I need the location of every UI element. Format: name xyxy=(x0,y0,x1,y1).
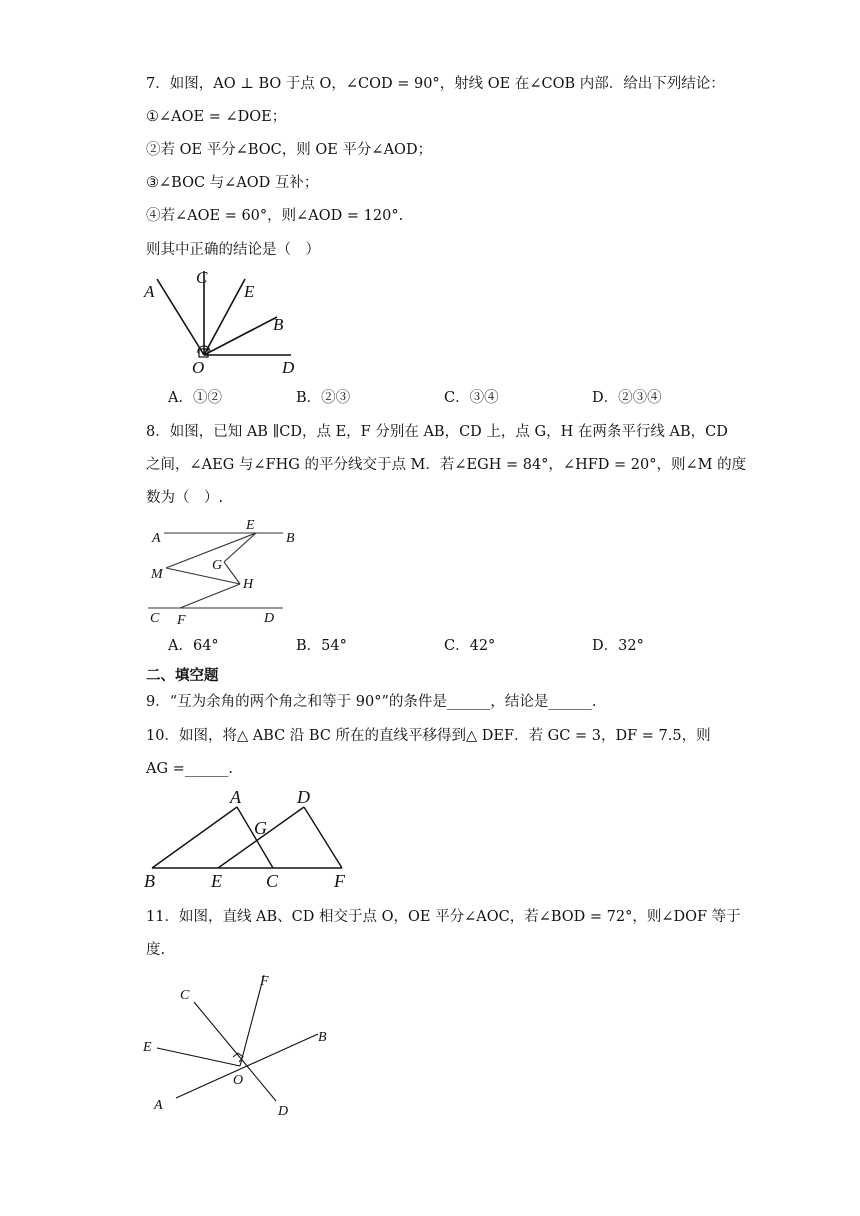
q8-option-c[interactable]: C．42° xyxy=(444,638,496,654)
q8-label-G: G xyxy=(212,558,223,573)
q7-option-b[interactable]: B．②③ xyxy=(296,390,351,406)
q11-line-1: 11．如图，直线 AB、CD 相交于点 O，OE 平分∠AOC，若∠BOD = 72°，则∠DOF 等于 xyxy=(146,909,741,925)
q10-label-D: D xyxy=(297,787,310,807)
q11-label-A: A xyxy=(154,1098,163,1113)
q11-label-D: D xyxy=(278,1104,289,1119)
q8-label-D: D xyxy=(264,611,275,626)
q7-stem: 7．如图，AO ⊥ BO 于点 O，∠COD = 90°，射线 OE 在∠COB 内部．给出下列结论： xyxy=(146,76,725,92)
q11-line-2: 度. xyxy=(146,942,166,958)
q7-label-C: C xyxy=(196,268,208,287)
q10-label-C: C xyxy=(266,871,279,891)
q9-text: 9．“互为余角的两个角之和等于 90°”的条件是______，结论是______. xyxy=(146,694,597,710)
q8-label-F: F xyxy=(177,613,186,628)
q7-label-O: O xyxy=(192,358,205,377)
q8-line-1: 8．如图，已知 AB ∥CD，点 E，F 分别在 AB，CD 上，点 G，H 在两条平行线 AB，CD xyxy=(146,424,728,440)
q10-label-B: B xyxy=(144,871,155,891)
q10-figure xyxy=(140,785,360,895)
q7-figure xyxy=(140,265,310,380)
q11-label-O: O xyxy=(233,1073,244,1088)
q7-label-A: A xyxy=(144,282,155,301)
q10-side-DF xyxy=(304,807,342,868)
q8-line-2: 之间，∠AEG 与∠FHG 的平分线交于点 M．若∠EGH = 84°，∠HFD = 20°，则∠M 的度 xyxy=(146,457,747,473)
q10-line-1: 10．如图，将△ ABC 沿 BC 所在的直线平移得到△ DEF．若 GC = 3，DF = 7.5，则 xyxy=(146,728,711,744)
q7-option-a[interactable]: A．①② xyxy=(168,390,222,406)
q8-figure xyxy=(140,512,310,632)
q8-segment-EG xyxy=(224,533,256,562)
q10-label-A: A xyxy=(230,787,241,807)
q11-ray-OE xyxy=(157,1048,240,1066)
q7-label-E: E xyxy=(244,282,255,301)
q8-label-B: B xyxy=(286,531,295,546)
q8-line-3: 数为（ ）. xyxy=(146,490,224,506)
q7-item-2: ②若 OE 平分∠BOC，则 OE 平分∠AOD； xyxy=(146,142,433,158)
q10-label-F: F xyxy=(334,871,345,891)
q11-label-F: F xyxy=(260,974,269,989)
q7-ray-OA xyxy=(157,279,204,355)
section-title-fill-in: 二、填空题 xyxy=(146,668,219,684)
q11-label-C: C xyxy=(180,988,190,1003)
q8-label-C: C xyxy=(150,611,160,626)
q10-line-2: AG =______. xyxy=(146,761,233,777)
q7-item-1: ①∠AOE = ∠DOE； xyxy=(146,109,287,125)
q8-segment-MH xyxy=(166,568,240,584)
q7-option-c[interactable]: C．③④ xyxy=(444,390,499,406)
q8-label-H: H xyxy=(243,577,254,592)
q7-label-D: D xyxy=(282,358,295,377)
q11-label-B: B xyxy=(318,1030,327,1045)
q7-question: 则其中正确的结论是（ ） xyxy=(146,242,320,258)
q11-figure xyxy=(140,965,340,1125)
q8-label-A: A xyxy=(152,531,161,546)
q7-item-4: ④若∠AOE = 60°，则∠AOD = 120°. xyxy=(146,208,404,224)
q7-option-d[interactable]: D．②③④ xyxy=(592,390,662,406)
q7-item-3: ③∠BOC 与∠AOD 互补； xyxy=(146,175,319,191)
q8-segment-HF xyxy=(180,584,240,608)
q8-label-M: M xyxy=(151,567,163,582)
q10-side-AB xyxy=(152,807,237,868)
q8-option-a[interactable]: A．64° xyxy=(168,638,219,654)
q8-label-E: E xyxy=(246,518,255,533)
q10-label-G: G xyxy=(254,818,267,838)
q10-label-E: E xyxy=(211,871,222,891)
q11-label-E: E xyxy=(143,1040,152,1055)
q8-option-d[interactable]: D．32° xyxy=(592,638,644,654)
q7-label-B: B xyxy=(273,315,284,334)
q8-segment-EM xyxy=(166,533,256,568)
q8-option-b[interactable]: B．54° xyxy=(296,638,347,654)
